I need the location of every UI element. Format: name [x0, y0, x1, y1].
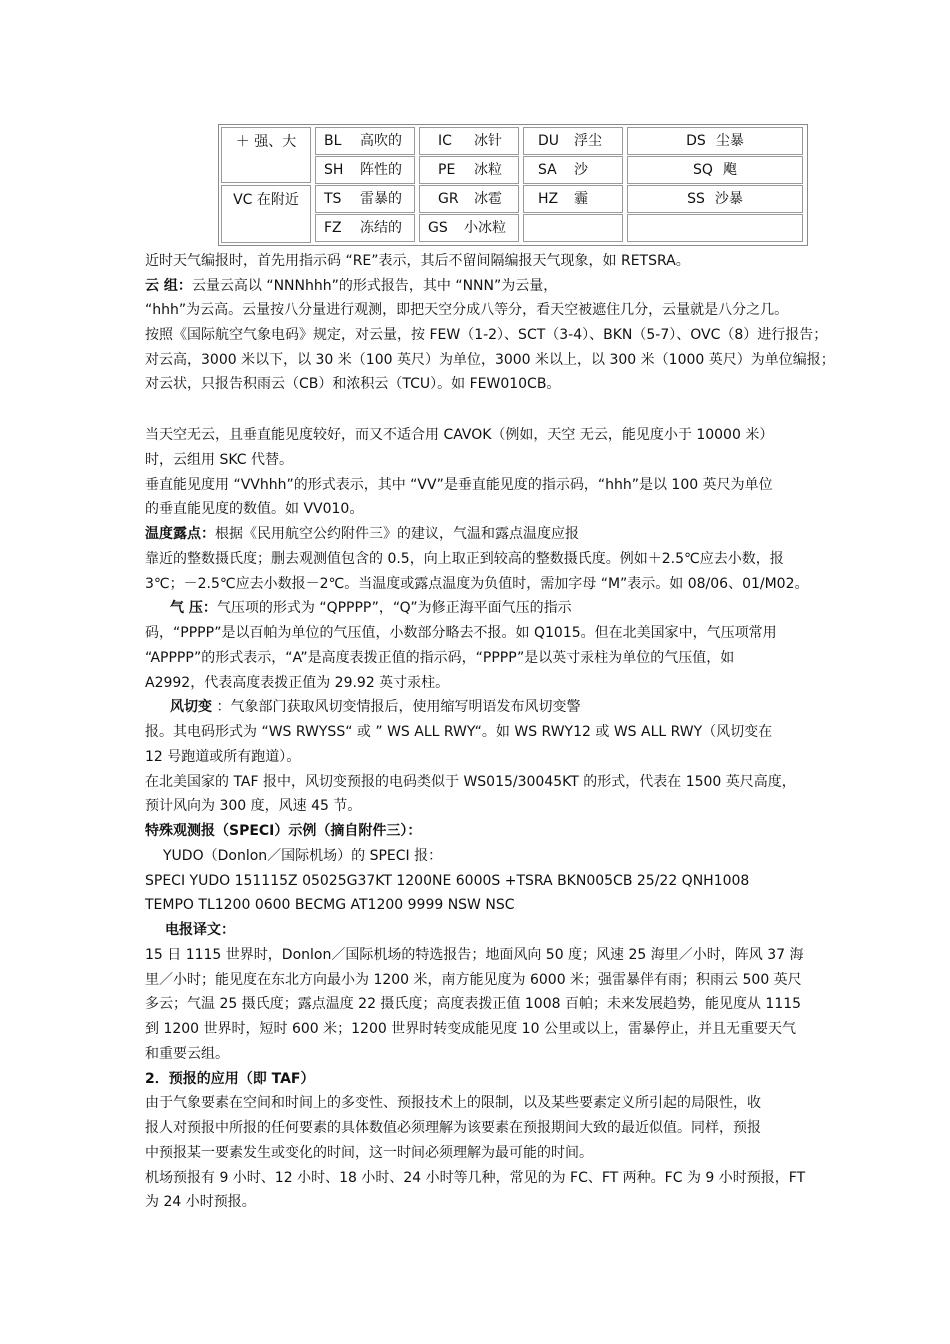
table-cell: FZ 冻结的	[315, 214, 415, 242]
table-cell: HZ 霾	[523, 185, 623, 213]
section-heading-pressure: 气 压：	[170, 600, 217, 616]
text-line: 机场预报有 9 小时、12 小时、18 小时、24 小时等几种，常见的为 FC、FT 两种。FC 为 9 小时预报，FT	[145, 1170, 806, 1186]
text-line: 当天空无云，且垂直能见度较好，而又不适合用 CAVOK（例如，天空 无云，能见度小于 10000 米）	[145, 427, 774, 443]
text-line: 为 24 小时预报。	[145, 1194, 256, 1210]
text-line: “hhh”为云高。云量按八分量进行观测，即把天空分成八等分，看天空被遮住几分，云量就是八分之几。	[145, 302, 789, 318]
table-cell: SS 沙暴	[627, 185, 803, 213]
text-line: 按照《国际航空气象电码》规定，对云量，按 FEW（1-2）、SCT（3-4）、BKN（5-7）、OVC（8）进行报告；	[145, 327, 828, 343]
text-line: 3℃；－2.5℃应去小数报－2℃。当温度或露点温度为负值时，需加字母 “M”表示。如 08/06、01/M02。	[145, 576, 809, 592]
text-line: 12 号跑道或所有跑道）。	[145, 749, 301, 765]
table-cell: SQ 飑	[627, 156, 803, 184]
text-line: 中预报某一要素发生或变化的时间，这一时间必须理解为最可能的时间。	[145, 1145, 593, 1161]
text-line: 到 1200 世界时，短时 600 米；1200 世界时转变成能见度 10 公里或以上，雷暴停止，并且无重要天气	[145, 1021, 796, 1037]
text-line: 码，“PPPP”是以百帕为单位的气压值，小数部分略去不报。如 Q1015。但在北美国家中，气压项常用	[145, 625, 777, 641]
text-line: 近时天气编报时，首先用指示码 “RE”表示，其后不留间隔编报天气现象，如 RETSRA。	[145, 253, 690, 269]
text-line: 对云状，只报告积雨云（CB）和浓积云（TCU）。如 FEW010CB。	[145, 376, 561, 392]
text-line: 对云高，3000 米以下，以 30 米（100 英尺）为单位，3000 米以上，以 300 米（1000 英尺）为单位编报；	[145, 352, 835, 368]
intensity-vicinity-cell: VC 在附近	[221, 185, 311, 243]
table-cell: DS 尘暴	[627, 127, 803, 155]
speci-code-line: SPECI YUDO 151115Z 05025G37KT 1200NE 6000S +TSRA BKN005CB 25/22 QNH1008	[145, 873, 750, 889]
text-line: 在北美国家的 TAF 报中，风切变预报的电码类似于 WS015/30045KT 的形式，代表在 1500 英尺高度，	[145, 774, 796, 790]
section-heading-speci: 特殊观测报（SPECI）示例（摘自附件三）：	[145, 823, 422, 839]
table-cell: IC 冰针	[419, 127, 519, 155]
text-line: 由于气象要素在空间和时间上的多变性、预报技术上的限制，以及某些要素定义所引起的局限性，收	[145, 1095, 761, 1111]
text-line: 报人对预报中所报的任何要素的具体数值必须理解为该要素在预报期间大致的最近似值。同样，预报	[145, 1120, 761, 1136]
text-line: 气 压：气压项的形式为 “QPPPP”，“Q”为修正海平面气压的指示	[170, 600, 572, 616]
text-line: YUDO（Donlon／国际机场）的 SPECI 报：	[163, 848, 443, 864]
speci-code-line: TEMPO TL1200 0600 BECMG AT1200 9999 NSW NSC	[145, 897, 515, 913]
text-line: 和重要云组。	[145, 1046, 229, 1062]
table-cell: SH 阵性的	[315, 156, 415, 184]
section-heading-cloud: 云 组：	[145, 278, 192, 294]
table-cell-empty	[627, 214, 803, 242]
table-cell-empty	[523, 214, 623, 242]
text-line: 报。其电码形式为 “WS RWYSS“ 或 ” WS ALL RWY“。如 WS RWY12 或 WS ALL RWY（风切变在	[145, 724, 773, 740]
section-heading-windshear: 风切变	[170, 699, 212, 715]
text-line: 时，云组用 SKC 代替。	[145, 452, 293, 468]
table-cell: BL 高吹的	[315, 127, 415, 155]
text-line: 风切变 ：气象部门获取风切变情报后，使用缩写明语发布风切变警	[170, 699, 581, 715]
table-cell: SA 沙	[523, 156, 623, 184]
text-line: 云 组：云量云高以 “NNNhhh”的形式报告，其中 “NNN”为云量，	[145, 278, 558, 294]
table-cell: TS 雷暴的	[315, 185, 415, 213]
table-cell: PE 冰粒	[419, 156, 519, 184]
text-line: 预计风向为 300 度，风速 45 节。	[145, 798, 362, 814]
text-line: 里／小时；能见度在东北方向最小为 1200 米，南方能见度为 6000 米；强雷暴伴有雨；积雨云 500 英尺	[145, 972, 802, 988]
table-cell: GS 小冰粒	[419, 214, 519, 242]
section-heading-translation: 电报译文：	[165, 922, 235, 938]
weather-phenomena-table	[218, 124, 808, 246]
table-cell: GR 冰雹	[419, 185, 519, 213]
table-cell: DU 浮尘	[523, 127, 623, 155]
text-line: 多云；气温 25 摄氏度；露点温度 22 摄氏度；高度表拨正值 1008 百帕；未来发展趋势，能见度从 1115	[145, 996, 802, 1012]
text-line: 15 日 1115 世界时，Donlon／国际机场的特选报告；地面风向 50 度；风速 25 海里／小时，阵风 37 海	[145, 947, 804, 963]
text-line: 靠近的整数摄氏度；删去观测值包含的 0.5，向上取正到较高的整数摄氏度。例如＋2.5℃应去小数，报	[145, 551, 784, 567]
text-line: 的垂直能见度的数值。如 VV010。	[145, 501, 364, 517]
intensity-strong-cell: ＋ 强、大	[221, 127, 311, 183]
text-line: “APPPP”的形式表示，“A”是高度表拨正值的指示码，“PPPP”是以英寸汞柱为单位的气压值，如	[145, 650, 735, 666]
section-heading-temperature: 温度露点：	[145, 526, 215, 542]
text-line: A2992，代表高度表拨正值为 29.92 英寸汞柱。	[145, 675, 450, 691]
text-line: 垂直能见度用 “VVhhh”的形式表示，其中 “VV”是垂直能见度的指示码，“hhh”是以 100 英尺为单位	[145, 477, 773, 493]
text-line: 温度露点：根据《民用航空公约附件三》的建议，气温和露点温度应报	[145, 526, 579, 542]
section-heading-taf: 2．预报的应用（即 TAF）	[145, 1071, 315, 1087]
